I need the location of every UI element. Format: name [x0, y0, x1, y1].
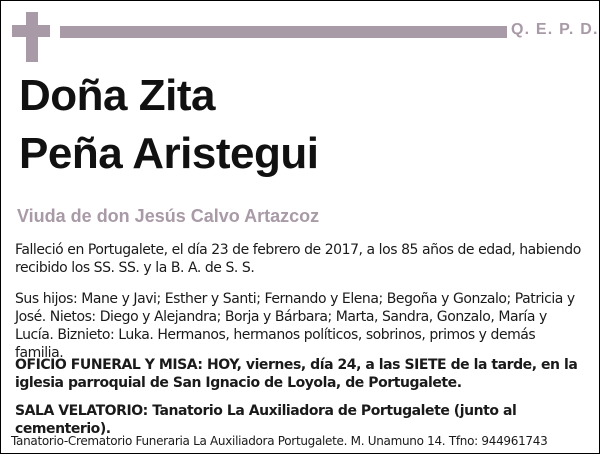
- wake-room-info: SALA VELATORIO: Tanatorio La Auxiliadora de Portugalete (junto al cementerio).: [15, 403, 517, 437]
- death-notice: Falleció en Portugalete, el día 23 de febrero de 2017, a los 85 años de edad, habiendo recibido los SS. SS. y la B. A. de S. S.: [15, 242, 581, 276]
- widow-subtitle: Viuda de don Jesús Calvo Artazcoz: [17, 206, 320, 226]
- header-rule: [60, 26, 507, 38]
- funeral-mass-info: OFICIO FUNERAL Y MISA: HOY, viernes, día 24, a las SIETE de la tarde, en la iglesia parroquial de San Ignacio de Loyola, de Portugalete.: [15, 357, 578, 391]
- qepd-label: Q. E. P. D.: [511, 21, 599, 38]
- family-list: Sus hijos: Mane y Javi; Esther y Santi; Fernando y Elena; Begoña y Gonzalo; Patricia y José. Nietos: Diego y Alejandra; Borja y Bárbara; Marta, Sandra, Gonzalo, María y Lucía. Biznieto: Luka. Hermanos, hermanos políticos, sobrinos, primos y demás familia.: [15, 291, 575, 361]
- cross-icon: [26, 12, 38, 62]
- funeral-home-footer: Tanatorio-Crematorio Funeraria La Auxiliadora Portugalete. M. Unamuno 14. Tfno: 944961743: [11, 434, 548, 448]
- deceased-name-line2: Peña Aristegui: [19, 129, 319, 178]
- deceased-name-line1: Doña Zita: [19, 71, 215, 120]
- cross-icon-bar: [12, 25, 50, 37]
